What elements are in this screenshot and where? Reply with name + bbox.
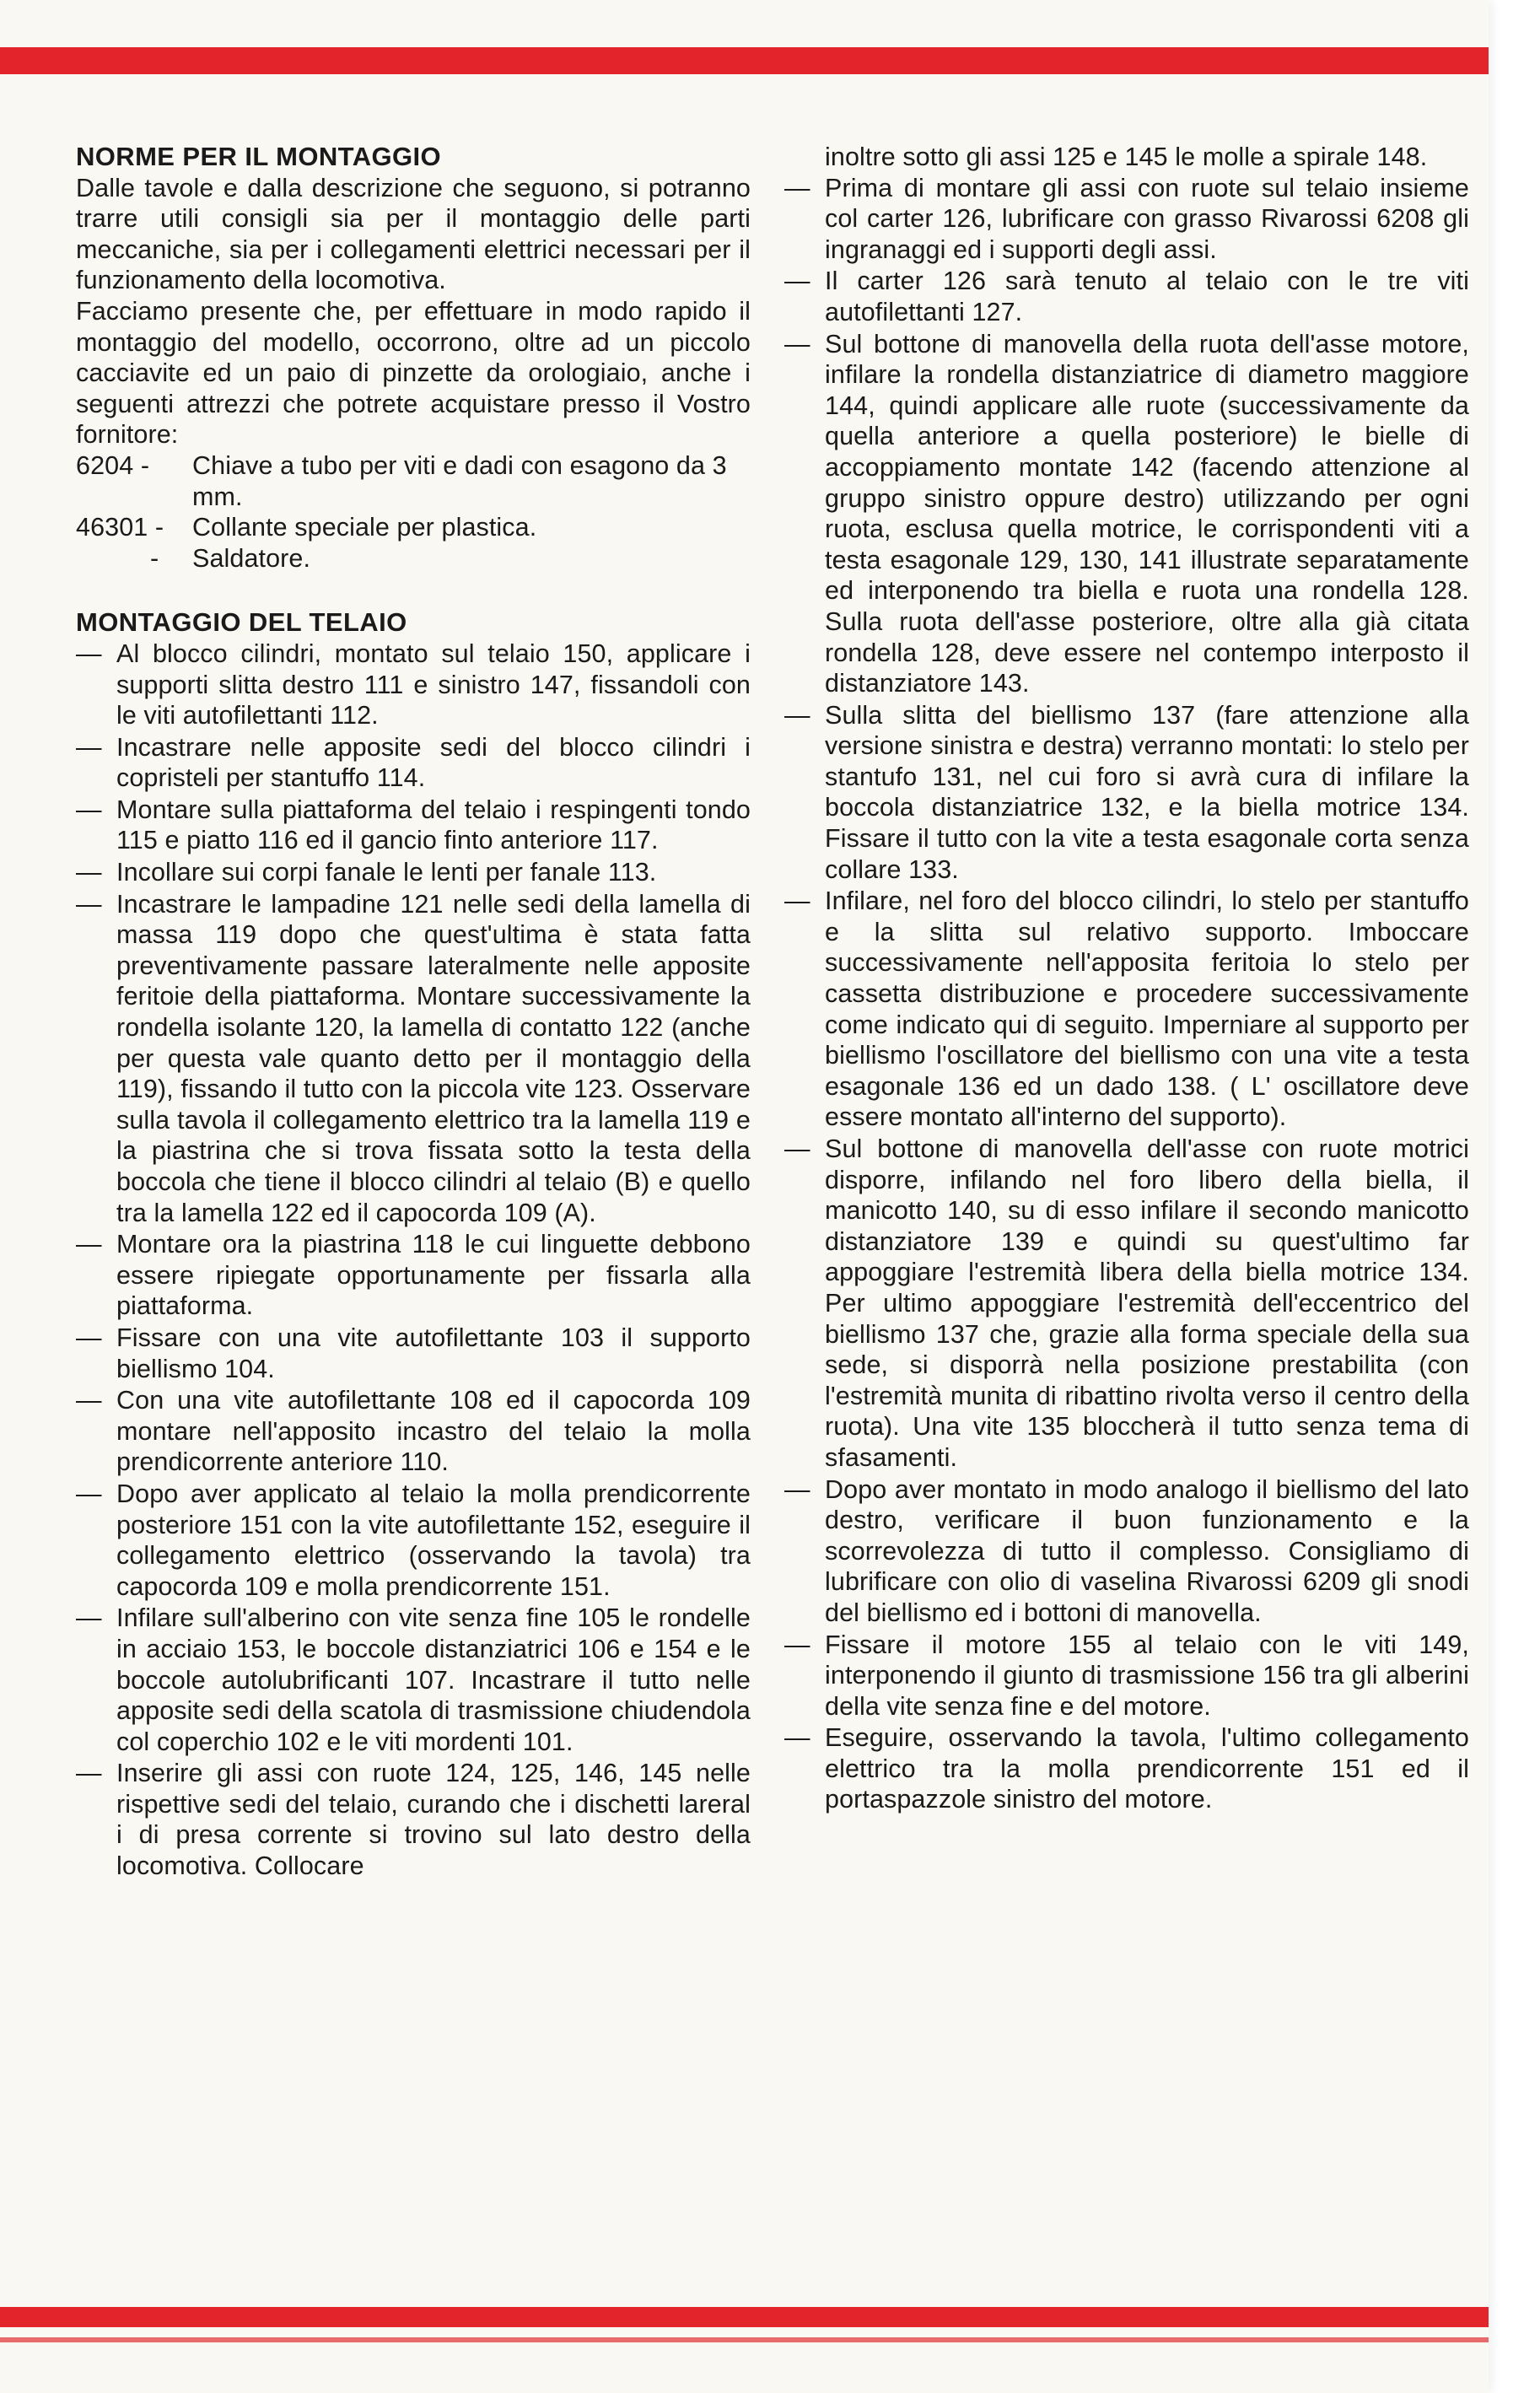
frame-steps-list <box>76 639 751 1882</box>
tool-description: Chiave a tubo per viti e dadi con esagono da 3 mm. <box>192 450 727 511</box>
tools-paragraph: Facciamo presente che, per effettuare in modo rapido il montaggio del modello, occorrono, oltre ad un piccolo cacciavite ed un paio di pinzette da orologiaio, anche i seguenti attrezzi che potrete acquistare presso il Vostro fornitore: <box>76 296 751 450</box>
list-item: — Infilare sull'alberino con vite senza fine 105 le rondelle in acciaio 153, le boccole distanziatrici 106 e 154 e le boccole autolubrificanti 107. Incastrare il tutto nelle apposite sedi della scatola di trasmissione chiudendola col coperchio 102 e le viti mordenti 101. <box>76 1603 751 1757</box>
heading-frame-assembly: MONTAGGIO DEL TELAIO <box>76 607 407 638</box>
left-column <box>76 142 751 1883</box>
list-item: — Montare ora la piastrina 118 le cui linguette debbono essere ripiegate opportunamente per fissarla alla piattaforma. <box>76 1229 751 1322</box>
right-column <box>784 142 1469 1816</box>
list-item: — Fissare il motore 155 al telaio con le viti 149, interponendo il giunto di trasmissione 156 tra gli alberini della vite senza fine e del motore. <box>784 1630 1469 1722</box>
list-item: — Sul bottone di manovella della ruota dell'asse motore, infilare la rondella distanziatrice di diametro maggiore 144, quindi applicare alle ruote (successivamente da quella anteriore a quella posteriore) le bielle di accoppiamento montate 142 (facendo attenzione al gruppo sinistro oppure destro) utilizzando per ogni ruota, esclusa quella motrice, le corrispondenti viti a testa esagonale 129, 130, 141 illustrate separatamente ed interponendo tra biella e ruota una rondella 128. Sulla ruota dell'asse posteriore, oltre alla già citata rondella 128, deve essere nel contempo interposto il distanziatore 143. <box>784 329 1469 699</box>
tool-row <box>76 543 751 574</box>
list-item: — Il carter 126 sarà tenuto al telaio con le tre viti autofilettanti 127. <box>784 266 1469 327</box>
list-item: — Al blocco cilindri, montato sul telaio 150, applicare i supporti slitta destro 111 e sinistro 147, fissandoli con le viti autofilettanti 112. <box>76 639 751 731</box>
list-item: — Incollare sui corpi fanale le lenti per fanale 113. <box>76 857 751 888</box>
list-item: — Fissare con una vite autofilettante 103 il supporto biellismo 104. <box>76 1323 751 1384</box>
list-item: — Sulla slitta del biellismo 137 (fare attenzione alla versione sinistra e destra) verranno montati: lo stelo per stantufo 131, nel cui foro si avrà cura di infilare la boccola distanziatrice 132, e la biella motrice 134. Fissare il tutto con la vite a testa esagonale corta senza collare 133. <box>784 700 1469 886</box>
list-item: — Prima di montare gli assi con ruote sul telaio insieme col carter 126, lubrificare con grasso Rivarossi 6208 gli ingranaggi ed i supporti degli assi. <box>784 173 1469 266</box>
list-item: — Inserire gli assi con ruote 124, 125, 146, 145 nelle rispettive sedi del telaio, curando che i dischetti lareral i di presa corrente si trovino sul lato destro della locomotiva. Collocare <box>76 1758 751 1881</box>
list-item: — Incastrare le lampadine 121 nelle sedi della lamella di massa 119 dopo che quest'ultima è stata fatta preventivamente passare lateralmente nelle apposite feritoie della piattaforma. Montare successivamente la rondella isolante 120, la lamella di contatto 122 (anche per questa vale quanto detto per il montaggio della 119), fissando il tutto con la piccola vite 123. Osservare sulla tavola il collegamento elettrico tra la lamella 119 e la piastrina che si trova fissata sotto la testa della boccola che tiene il blocco cilindri al telaio (B) e quello tra la lamella 122 ed il capocorda 109 (A). <box>76 889 751 1229</box>
intro-paragraph: Dalle tavole e dalla descrizione che seguono, si potranno trarre utili consigli sia per il montaggio delle parti meccaniche, sia per i collegamenti elettrici necessari per il funzionamento della locomotiva. <box>76 173 751 295</box>
list-item: — Incastrare nelle apposite sedi del blocco cilindri i copristeli per stantuffo 114. <box>76 732 751 794</box>
bottom-red-band <box>0 2307 1489 2327</box>
tool-description: Collante speciale per plastica. <box>192 513 537 542</box>
tool-row <box>76 512 751 543</box>
bottom-red-line <box>0 2337 1489 2342</box>
list-item: — Sul bottone di manovella dell'asse con ruote motrici disporre, infilando nel foro libero della biella, il manicotto 140, su di esso infilare il secondo manicotto distanziatore 139 e quindi su quest'ultimo far appoggiare l'estremità libera della biella motrice 134. Per ultimo appoggiare l'estremità dell'eccentrico del biellismo 137 che, grazie alla forma speciale della sua sede, si disporrà nella posizione prestabilita (con l'estremità munita di ribattino rivolta verso il centro della ruota). Una vite 135 bloccherà il tutto senza tema di sfasamenti. <box>784 1134 1469 1474</box>
continued-text: inoltre sotto gli assi 125 e 145 le molle a spirale 148. <box>825 143 1428 171</box>
list-item: — Montare sulla piattaforma del telaio i respingenti tondo 115 e piatto 116 ed il gancio finto anteriore 117. <box>76 795 751 856</box>
list-item: — Eseguire, osservando la tavola, l'ultimo collegamento elettrico tra la molla prendicorrente 151 ed il portaspazzole sinistro del motore. <box>784 1722 1469 1815</box>
list-item: — Con una vite autofilettante 108 ed il capocorda 109 montare nell'apposito incastro del telaio la molla prendicorrente anteriore 110. <box>76 1385 751 1478</box>
tool-row <box>76 450 751 512</box>
list-item: — Dopo aver applicato al telaio la molla prendicorrente posteriore 151 con la vite autofilettante 152, eseguire il collegamento elettrico (osservando la tavola) tra capocorda 109 e molla prendicorrente 151. <box>76 1479 751 1602</box>
tool-code: 46301 - <box>76 513 164 542</box>
tool-code: - <box>150 543 159 573</box>
list-item: — Infilare, nel foro del blocco cilindri, lo stelo per stantuffo e la slitta sul relativo supporto. Imboccare successivamente nell'apposita feritoia lo stelo per cassetta distribuzione e procedere successivamente come indicato qui di seguito. Imperniare al supporto per biellismo l'oscillatore del biellismo con una vite a testa esagonale 136 ed un dado 138. ( L' oscillatore deve essere montato all'interno del supporto). <box>784 886 1469 1133</box>
mechanism-steps-list <box>784 173 1469 1815</box>
top-red-band <box>0 47 1489 74</box>
tool-description: Saldatore. <box>192 543 311 573</box>
heading-assembly-rules: NORME PER IL MONTAGGIO <box>76 142 442 171</box>
list-item: — Dopo aver montato in modo analogo il biellismo del lato destro, verificare il buon funzionamento e la scorrevolezza di tutto il complesso. Consigliamo di lubrificare con olio di vaselina Rivarossi 6209 gli snodi del biellismo ed i bottoni di manovella. <box>784 1474 1469 1629</box>
tool-code: 6204 - <box>76 450 150 480</box>
